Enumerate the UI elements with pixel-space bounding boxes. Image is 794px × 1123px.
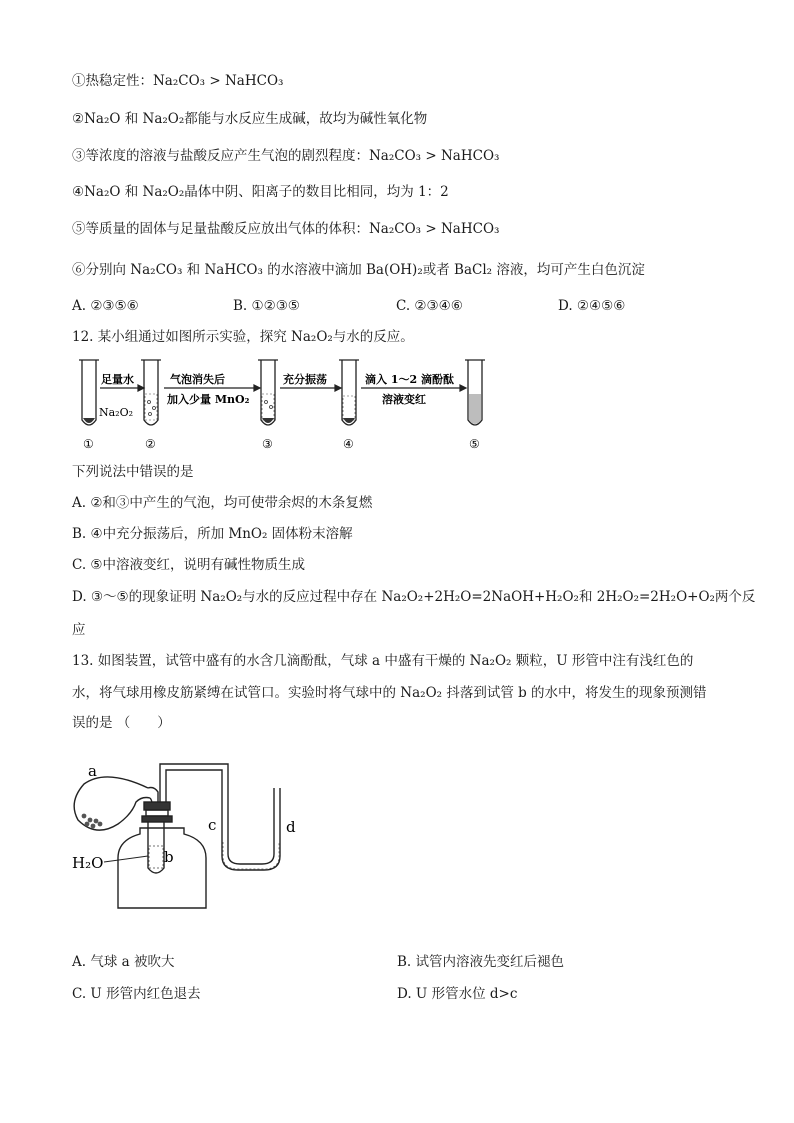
- q11-option-b: B. ①②③⑤: [233, 298, 300, 314]
- statement-4: ④Na₂O 和 Na₂O₂晶体中阴、阳离子的数目比相同，均为 1：2: [72, 184, 449, 200]
- tube-number-5: ⑤: [469, 437, 480, 451]
- tube-number-4: ④: [343, 437, 354, 451]
- statement-2: ②Na₂O 和 Na₂O₂都能与水反应生成碱，故均为碱性氧化物: [72, 111, 428, 127]
- arrow-1-label: 足量水: [101, 373, 134, 386]
- q12-option-c: C. ⑤中溶液变红，说明有碱性物质生成: [72, 557, 306, 573]
- q13-option-b: B. 试管内溶液先变红后褪色: [397, 954, 565, 970]
- q12-option-b: B. ④中充分振荡后，所加 MnO₂ 固体粉末溶解: [72, 526, 353, 542]
- test-tube-b: [148, 822, 164, 873]
- na2o2-label: Na₂O₂: [99, 406, 134, 419]
- q13-option-c: C. U 形管内红色退去: [72, 986, 201, 1002]
- q12-option-d: D. ③～⑤的现象证明 Na₂O₂与水的反应过程中存在 Na₂O₂+2H₂O=2NaOH+H₂O₂和 2H₂O₂=2H₂O+O₂两个反: [72, 589, 756, 605]
- label-b: b: [164, 848, 174, 866]
- test-tube-1: [82, 360, 96, 425]
- q13-stem-line-2: 水，将气球用橡皮筋紧缚在试管口。实验时将气球中的 Na₂O₂ 抖落到试管 b 的水中，将发生的现象预测错: [72, 685, 707, 701]
- q12-experiment-figure: [72, 352, 502, 456]
- statement-6: ⑥分别向 Na₂CO₃ 和 NaHCO₃ 的水溶液中滴加 Ba(OH)₂或者 BaCl₂ 溶液，均可产生白色沉淀: [72, 262, 645, 278]
- tube-number-2: ②: [145, 437, 156, 451]
- test-tube-4: [342, 360, 356, 425]
- arrow-4-bottom-label: 溶液变红: [382, 393, 426, 406]
- q13-option-d: D. U 形管水位 d>c: [397, 986, 518, 1002]
- q11-option-c: C. ②③④⑥: [396, 298, 463, 314]
- q13-apparatus-figure: [66, 758, 316, 918]
- q12-question: 下列说法中错误的是: [72, 464, 194, 480]
- q11-option-a: A. ②③⑤⑥: [72, 298, 139, 314]
- tube-number-1: ①: [83, 437, 94, 451]
- q13-stem-line-1: 13. 如图装置，试管中盛有的水含几滴酚酞，气球 a 中盛有干燥的 Na₂O₂ 颗粒，U 形管中注有浅红色的: [72, 653, 694, 669]
- statement-5: ⑤等质量的固体与足量盐酸反应放出气体的体积：Na₂CO₃ > NaHCO₃: [72, 221, 500, 237]
- tube-number-3: ③: [262, 437, 273, 451]
- statement-3: ③等浓度的溶液与盐酸反应产生气泡的剧烈程度：Na₂CO₃ > NaHCO₃: [72, 148, 500, 164]
- label-c: c: [208, 816, 217, 834]
- label-a: a: [88, 762, 97, 780]
- q11-option-d: D. ②④⑤⑥: [558, 298, 626, 314]
- q12-stem: 12. 某小组通过如图所示实验，探究 Na₂O₂与水的反应。: [72, 329, 414, 345]
- q13-stem-line-3: 误的是 （ ）: [72, 715, 171, 731]
- q13-option-a: A. 气球 a 被吹大: [72, 954, 175, 970]
- arrow-3-label: 充分振荡: [283, 373, 327, 386]
- u-tube: [222, 788, 280, 870]
- test-tube-3: [261, 360, 275, 425]
- label-d: d: [286, 818, 296, 836]
- arrow-2-top-label: 气泡消失后: [170, 373, 225, 386]
- arrow-4-top-label: 滴入 1～2 滴酚酞: [365, 373, 454, 386]
- label-water: H₂O: [72, 854, 104, 872]
- q12-option-d-continued: 应: [72, 622, 86, 638]
- statement-1: ①热稳定性：Na₂CO₃ > NaHCO₃: [72, 73, 284, 89]
- arrow-2-bottom-label: 加入少量 MnO₂: [167, 393, 250, 406]
- q12-option-a: A. ②和③中产生的气泡，均可使带余烬的木条复燃: [72, 495, 373, 511]
